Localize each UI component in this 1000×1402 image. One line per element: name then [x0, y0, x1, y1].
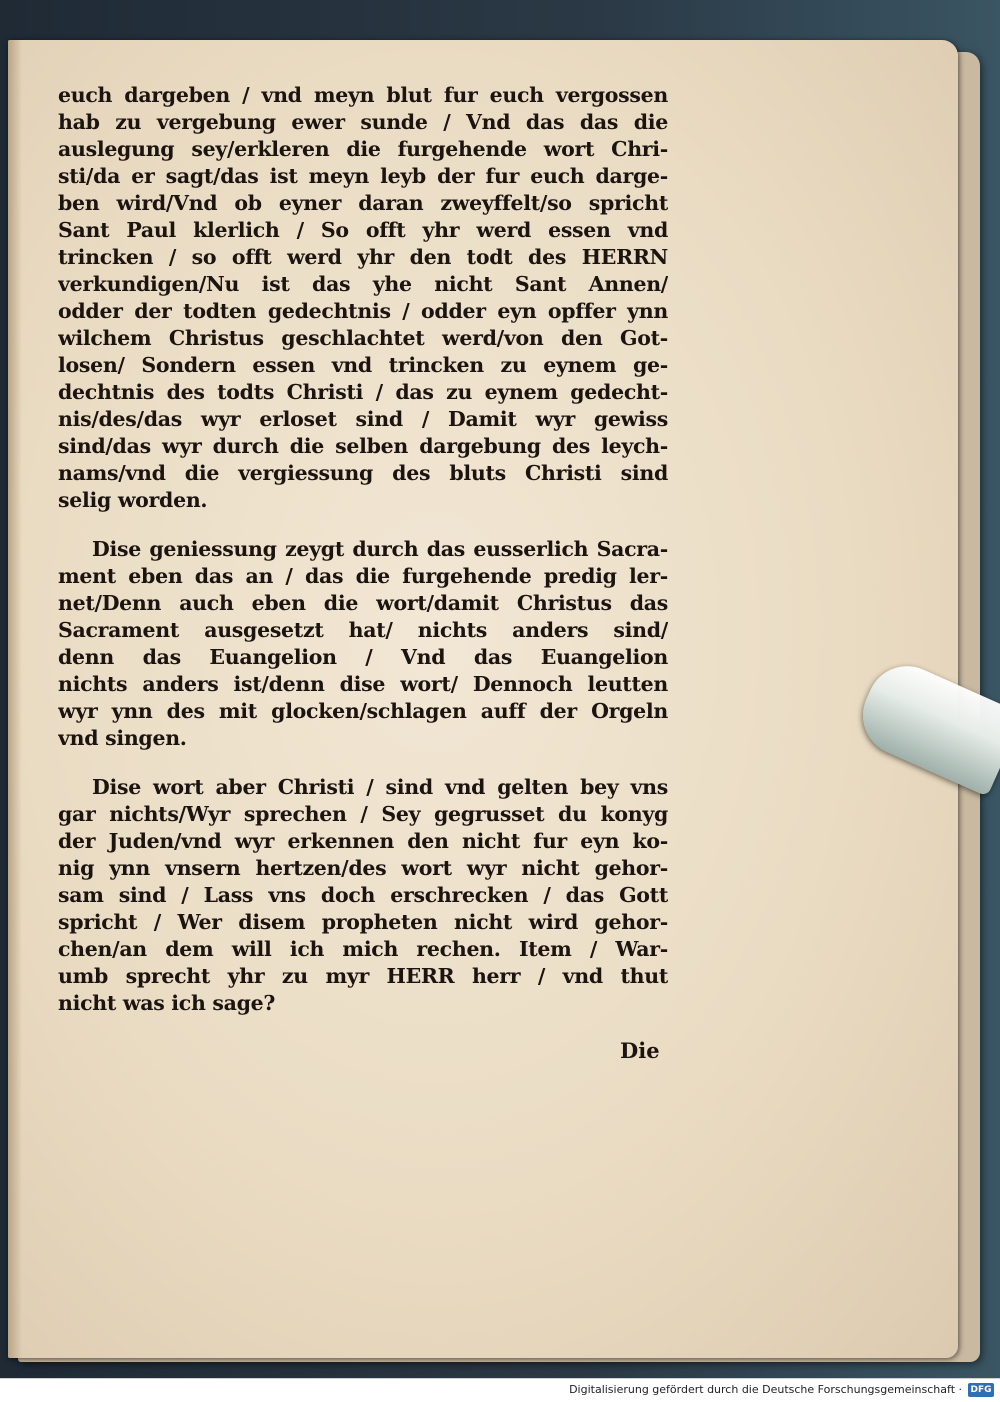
text-line: auslegung sey/erkleren die furgehende wort Chri- [58, 137, 668, 161]
page-gutter-shadow [8, 40, 22, 1358]
text-line: selig worden. [58, 488, 208, 512]
text-line: sti/da er sagt/das ist meyn leyb der fur euch darge- [58, 164, 668, 188]
text-line: chen/an dem will ich mich rechen. Item / War- [58, 937, 668, 961]
funding-credit: Digitalisierung gefördert durch die Deutsche Forschungsgemeinschaft · [569, 1383, 962, 1396]
text-line: net/Denn auch eben die wort/damit Christus das [58, 591, 668, 615]
text-line: trincken / so offt werd yhr den todt des HERRN [58, 245, 668, 269]
text-line: wyr ynn des mit glocken/schlagen auff der Orgeln [58, 699, 668, 723]
text-line: nams/vnd die vergiessung des bluts Christi sind [58, 461, 668, 485]
text-line: losen/ Sondern essen vnd trincken zu eynem ge- [58, 353, 668, 377]
text-line: sam sind / Lass vns doch erschrecken / das Gott [58, 883, 668, 907]
text-line: dechtnis des todts Christi / das zu eynem gedecht- [58, 380, 668, 404]
text-line: umb sprecht yhr zu myr HERR herr / vnd thut [58, 964, 668, 988]
text-line: ment eben das an / das die furgehende predig ler- [58, 564, 668, 588]
text-line: wilchem Christus geschlachtet werd/von den Got- [58, 326, 668, 350]
catchword: Die [620, 1038, 660, 1063]
text-line: denn das Euangelion / Vnd das Euangelion [58, 645, 668, 669]
text-line: ben wird/Vnd ob eyner daran zweyffelt/so spricht [58, 191, 668, 215]
paragraph-2 [58, 536, 668, 752]
text-line: euch dargeben / vnd meyn blut fur euch vergossen [58, 83, 668, 107]
footer-bar [0, 1378, 1000, 1402]
paragraph-1 [58, 82, 668, 514]
text-line: verkundigen/Nu ist das yhe nicht Sant Annen/ [58, 272, 668, 296]
paragraph-spacer [58, 752, 668, 774]
text-line: hab zu vergebung ewer sunde / Vnd das das die [58, 110, 668, 134]
text-line: nichts anders ist/denn dise wort/ Dennoch leutten [58, 672, 668, 696]
text-line: spricht / Wer disem propheten nicht wird gehor- [58, 910, 668, 934]
text-line: Sant Paul klerlich / So offt yhr werd essen vnd [58, 218, 668, 242]
paragraph-3 [58, 774, 668, 1017]
text-line: Dise geniessung zeygt durch das eusserlich Sacra- [92, 537, 668, 561]
dfg-logo: DFG [968, 1383, 994, 1397]
text-line: nis/des/das wyr erloset sind / Damit wyr gewiss [58, 407, 668, 431]
text-line: nig ynn vnsern hertzen/des wort wyr nicht gehor- [58, 856, 668, 880]
body-text [58, 82, 668, 1017]
text-line: sind/das wyr durch die selben dargebung des leych- [58, 434, 668, 458]
text-line: Dise wort aber Christi / sind vnd gelten bey vns [92, 775, 668, 799]
paragraph-spacer [58, 514, 668, 536]
text-line: nicht was ich sage? [58, 991, 276, 1015]
text-line: odder der todten gedechtnis / odder eyn opffer ynn [58, 299, 668, 323]
text-line: Sacrament ausgesetzt hat/ nichts anders sind/ [58, 618, 668, 642]
text-line: der Juden/vnd wyr erkennen den nicht fur eyn ko- [58, 829, 668, 853]
text-line: gar nichts/Wyr sprechen / Sey gegrusset du konyg [58, 802, 668, 826]
text-line: vnd singen. [58, 726, 187, 750]
